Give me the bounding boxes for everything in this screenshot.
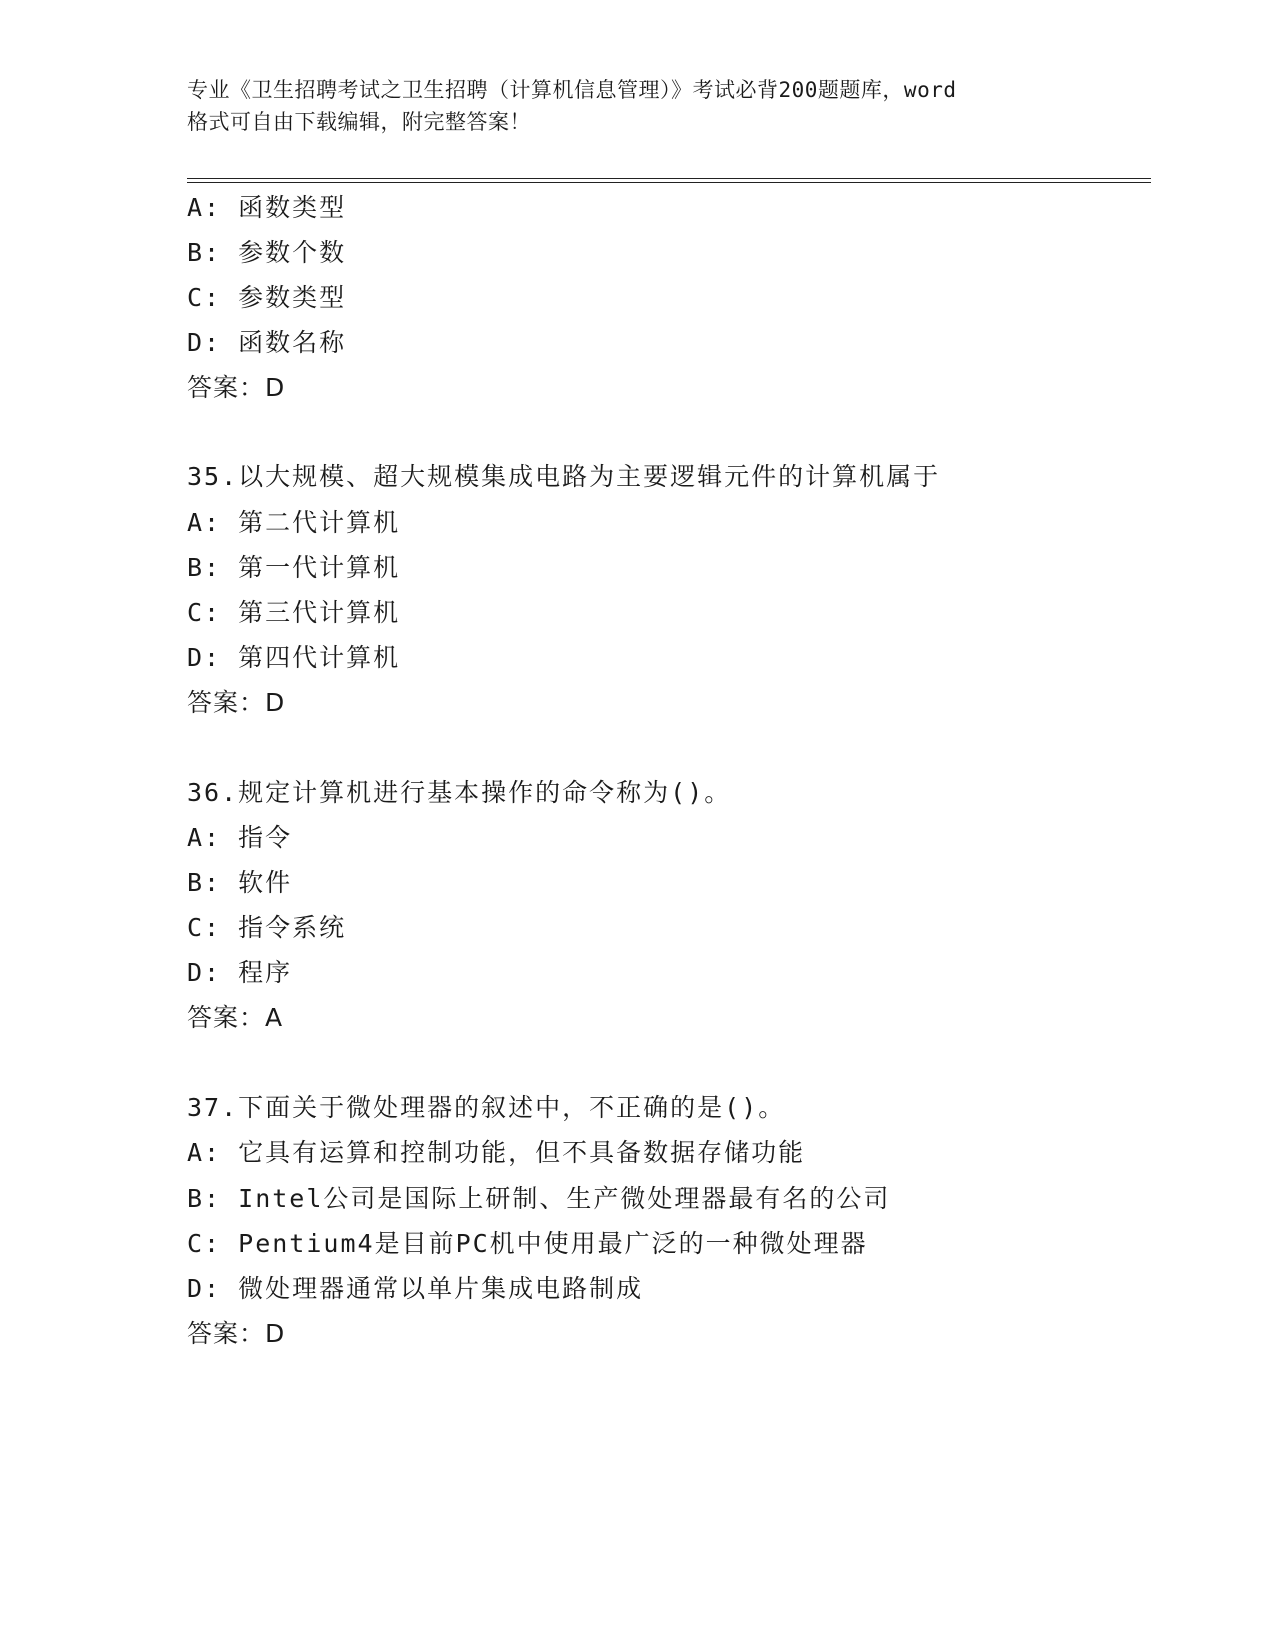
header-divider-bottom bbox=[187, 182, 1151, 183]
q37-option-d: D: 微处理器通常以单片集成电路制成 bbox=[187, 1274, 644, 1303]
q34-option-d: D: 函数名称 bbox=[187, 328, 347, 357]
q35-option-b: B: 第一代计算机 bbox=[187, 553, 401, 582]
q34-option-a: A: 函数类型 bbox=[187, 193, 347, 222]
q35-option-a: A: 第二代计算机 bbox=[187, 508, 401, 537]
q34-option-c: C: 参数类型 bbox=[187, 283, 347, 312]
q36-answer: 答案：A bbox=[187, 1003, 284, 1032]
q37-question: 37.下面关于微处理器的叙述中，不正确的是()。 bbox=[187, 1093, 786, 1122]
q36-option-b: B: 软件 bbox=[187, 868, 293, 897]
q37-option-c: C: Pentium4是目前PC机中使用最广泛的一种微处理器 bbox=[187, 1229, 868, 1258]
q36-option-d: D: 程序 bbox=[187, 958, 293, 987]
q36-question: 36.规定计算机进行基本操作的命令称为()。 bbox=[187, 778, 732, 807]
q37-option-a: A: 它具有运算和控制功能，但不具备数据存储功能 bbox=[187, 1138, 806, 1167]
q35-option-c: C: 第三代计算机 bbox=[187, 598, 401, 627]
header-title-line-1: 专业《卫生招聘考试之卫生招聘（计算机信息管理）》考试必背200题题库，word bbox=[187, 78, 957, 102]
q36-option-a: A: 指令 bbox=[187, 823, 293, 852]
q34-option-b: B: 参数个数 bbox=[187, 238, 347, 267]
q35-answer: 答案：D bbox=[187, 688, 286, 717]
q35-question: 35.以大规模、超大规模集成电路为主要逻辑元件的计算机属于 bbox=[187, 462, 941, 491]
header-title-line-2: 格式可自由下载编辑，附完整答案！ bbox=[187, 110, 531, 134]
q36-option-c: C: 指令系统 bbox=[187, 913, 347, 942]
q37-answer: 答案：D bbox=[187, 1319, 286, 1348]
q35-option-d: D: 第四代计算机 bbox=[187, 643, 401, 672]
header-divider-top bbox=[187, 178, 1151, 179]
document-header bbox=[187, 74, 1087, 138]
q37-option-b: B: Intel公司是国际上研制、生产微处理器最有名的公司 bbox=[187, 1184, 891, 1213]
q34-answer: 答案：D bbox=[187, 373, 286, 402]
